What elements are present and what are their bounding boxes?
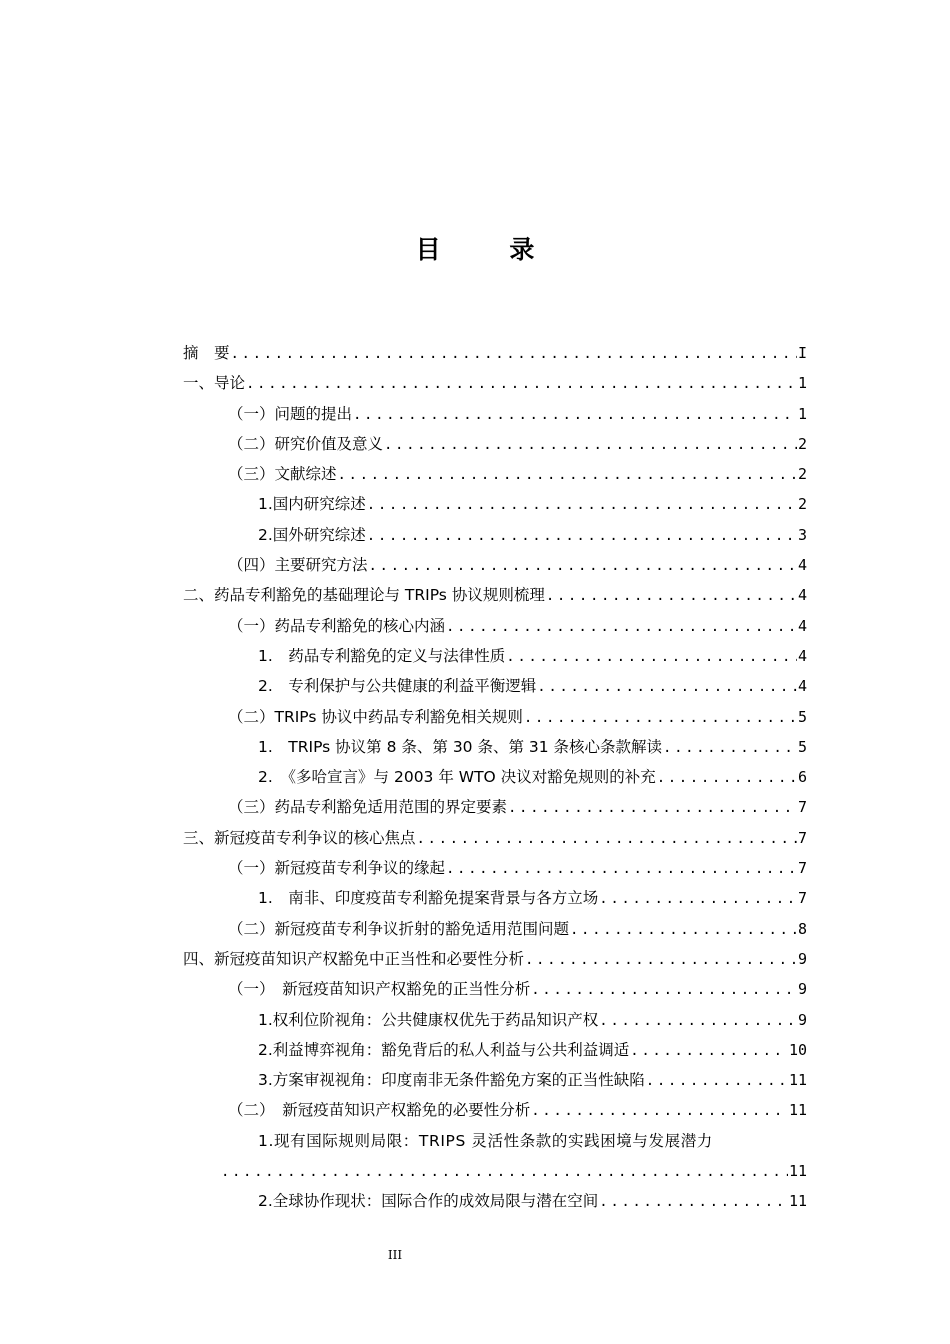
dot-leader [353, 400, 797, 430]
toc-entry-page: 9 [797, 1010, 807, 1029]
toc-entry[interactable] [183, 1065, 807, 1095]
toc-entry-page: 1 [797, 374, 807, 393]
toc-entry[interactable] [183, 550, 807, 580]
dot-leader [546, 581, 797, 611]
toc-entry-label: （三）药品专利豁免适用范围的界定要素 [228, 798, 508, 817]
toc-entry-page: 4 [797, 556, 807, 575]
toc-entry-page: I [797, 344, 807, 362]
toc-entry-label: 2. 《多哈宣言》与 2003 年 WTO 决议对豁免规则的补充 [258, 768, 656, 787]
toc-entry-label: 2.利益博弈视角：豁免背后的私人利益与公共利益调适 [258, 1040, 630, 1059]
toc-entry-page: 5 [797, 707, 807, 726]
toc-entry-label: 摘 要 [183, 344, 230, 362]
dot-leader [384, 430, 797, 460]
toc-entry[interactable] [183, 944, 807, 974]
toc-entry-page: 11 [788, 1101, 807, 1120]
toc-entry-label: （一）问题的提出 [228, 404, 353, 423]
toc-entry[interactable] [183, 914, 807, 944]
toc-entry-page: 6 [797, 768, 807, 787]
toc-entry-label: 2.全球协作现状：国际合作的成效局限与潜在空间 [258, 1192, 599, 1211]
toc-entry-page: 9 [797, 980, 807, 999]
toc-entry-page: 2 [797, 434, 807, 453]
toc-entry-page: 11 [788, 1192, 807, 1211]
toc-entry-page: 11 [788, 1162, 807, 1181]
toc-entry-continuation[interactable] [183, 1156, 807, 1186]
dot-leader [531, 1096, 788, 1126]
dot-leader [646, 1066, 788, 1096]
dot-leader [246, 369, 797, 399]
dot-leader [508, 793, 797, 823]
page-number: III [387, 1248, 403, 1262]
toc-entry[interactable] [183, 580, 807, 610]
dot-leader [599, 1187, 788, 1217]
dot-leader [367, 521, 797, 551]
toc-entry-label: 2. 专利保护与公共健康的利益平衡逻辑 [258, 677, 537, 696]
dot-leader [657, 763, 797, 793]
toc-entry[interactable] [183, 611, 807, 641]
toc-entry-page: 7 [797, 859, 807, 878]
toc-entry-page: 3 [797, 525, 807, 544]
toc-entry[interactable] [183, 853, 807, 883]
toc-entry[interactable] [183, 520, 807, 550]
dot-leader [630, 1036, 788, 1066]
toc-entry-page: 7 [797, 828, 807, 847]
toc-entry-page: 11 [788, 1071, 807, 1090]
dot-leader [531, 975, 797, 1005]
dot-leader [663, 733, 797, 763]
toc-entry[interactable] [183, 1126, 807, 1156]
dot-leader [506, 642, 797, 672]
toc-entry-page: 4 [797, 646, 807, 665]
dot-leader [221, 1157, 788, 1187]
toc-entry-label: 2.国外研究综述 [258, 525, 366, 544]
toc-entry-page: 7 [797, 889, 807, 908]
toc-entry-label: 1.现有国际规则局限：TRIPS 灵活性条款的实践困境与发展潜力 [258, 1131, 713, 1150]
toc-entry-label: 三、新冠疫苗专利争议的核心焦点 [183, 828, 416, 847]
toc-entry[interactable] [183, 671, 807, 701]
toc-entry-page: 4 [797, 616, 807, 635]
toc-entry[interactable] [183, 1186, 807, 1216]
toc-entry-label: （二）TRIPs 协议中药品专利豁免相关规则 [228, 707, 523, 726]
toc-entry-label: 一、导论 [183, 374, 246, 393]
toc-entry-label: （四）主要研究方法 [228, 556, 368, 575]
dot-leader [525, 945, 797, 975]
toc-entry-page: 2 [797, 465, 807, 484]
toc-entry-label: （一）新冠疫苗专利争议的缘起 [228, 859, 446, 878]
toc-entry-page: 8 [797, 919, 807, 938]
toc-entry-label: （二）新冠疫苗专利争议折射的豁免适用范围问题 [228, 919, 570, 938]
toc-entry[interactable] [183, 1035, 807, 1065]
dot-leader [537, 672, 797, 702]
dot-leader [367, 490, 797, 520]
dot-leader [417, 824, 797, 854]
toc-entry-page: 10 [788, 1040, 807, 1059]
toc-entry-label: 四、新冠疫苗知识产权豁免中正当性和必要性分析 [183, 949, 525, 968]
dot-leader [446, 612, 797, 642]
toc-entry-label: （二） 新冠疫苗知识产权豁免的必要性分析 [228, 1101, 531, 1120]
toc-entry[interactable] [183, 883, 807, 913]
dot-leader [369, 551, 797, 581]
toc-entry-label: 二、药品专利豁免的基础理论与 TRIPs 协议规则梳理 [183, 586, 545, 605]
toc-entry[interactable] [183, 823, 807, 853]
toc-entry[interactable] [183, 732, 807, 762]
toc-entry[interactable] [183, 489, 807, 519]
dot-leader [599, 884, 797, 914]
toc-entry-label: 1.权利位阶视角：公共健康权优先于药品知识产权 [258, 1010, 599, 1029]
toc-entry[interactable] [183, 368, 807, 398]
toc-entry[interactable] [183, 429, 807, 459]
toc-entry-label: （三）文献综述 [228, 465, 337, 484]
toc-entry[interactable] [183, 1095, 807, 1125]
toc-entry[interactable] [183, 792, 807, 822]
toc-entry-label: （一） 新冠疫苗知识产权豁免的正当性分析 [228, 980, 531, 999]
dot-leader [338, 460, 797, 490]
toc-entry-page: 2 [797, 495, 807, 514]
dot-leader [524, 703, 797, 733]
toc-entry[interactable] [183, 1005, 807, 1035]
toc-entry-label: 3.方案审视视角：印度南非无条件豁免方案的正当性缺陷 [258, 1071, 645, 1090]
toc-entry-label: （一）药品专利豁免的核心内涵 [228, 616, 446, 635]
toc-entry[interactable] [183, 338, 807, 368]
dot-leader [599, 1006, 797, 1036]
toc-entry[interactable] [183, 399, 807, 429]
toc-entry-label: 1. TRIPs 协议第 8 条、第 30 条、第 31 条核心条款解读 [258, 737, 663, 756]
dot-leader [570, 915, 797, 945]
toc-entry-page: 4 [797, 677, 807, 696]
toc-entry-page: 5 [797, 737, 807, 756]
toc-entry[interactable] [183, 459, 807, 489]
toc-title: 目 录 [415, 235, 565, 264]
table-of-contents [183, 338, 807, 1217]
toc-entry-label: 1.国内研究综述 [258, 495, 366, 514]
dot-leader [231, 339, 797, 369]
toc-entry-label: 1. 南非、印度疫苗专利豁免提案背景与各方立场 [258, 889, 599, 908]
toc-entry-page: 9 [797, 949, 807, 968]
toc-entry[interactable] [183, 641, 807, 671]
toc-entry[interactable] [183, 762, 807, 792]
toc-entry-label: （二）研究价值及意义 [228, 434, 384, 453]
toc-entry[interactable] [183, 702, 807, 732]
toc-entry-page: 7 [797, 798, 807, 817]
toc-entry-page: 1 [797, 404, 807, 423]
toc-entry[interactable] [183, 974, 807, 1004]
toc-entry-page: 4 [797, 586, 807, 605]
dot-leader [446, 854, 797, 884]
toc-entry-label: 1. 药品专利豁免的定义与法律性质 [258, 646, 506, 665]
